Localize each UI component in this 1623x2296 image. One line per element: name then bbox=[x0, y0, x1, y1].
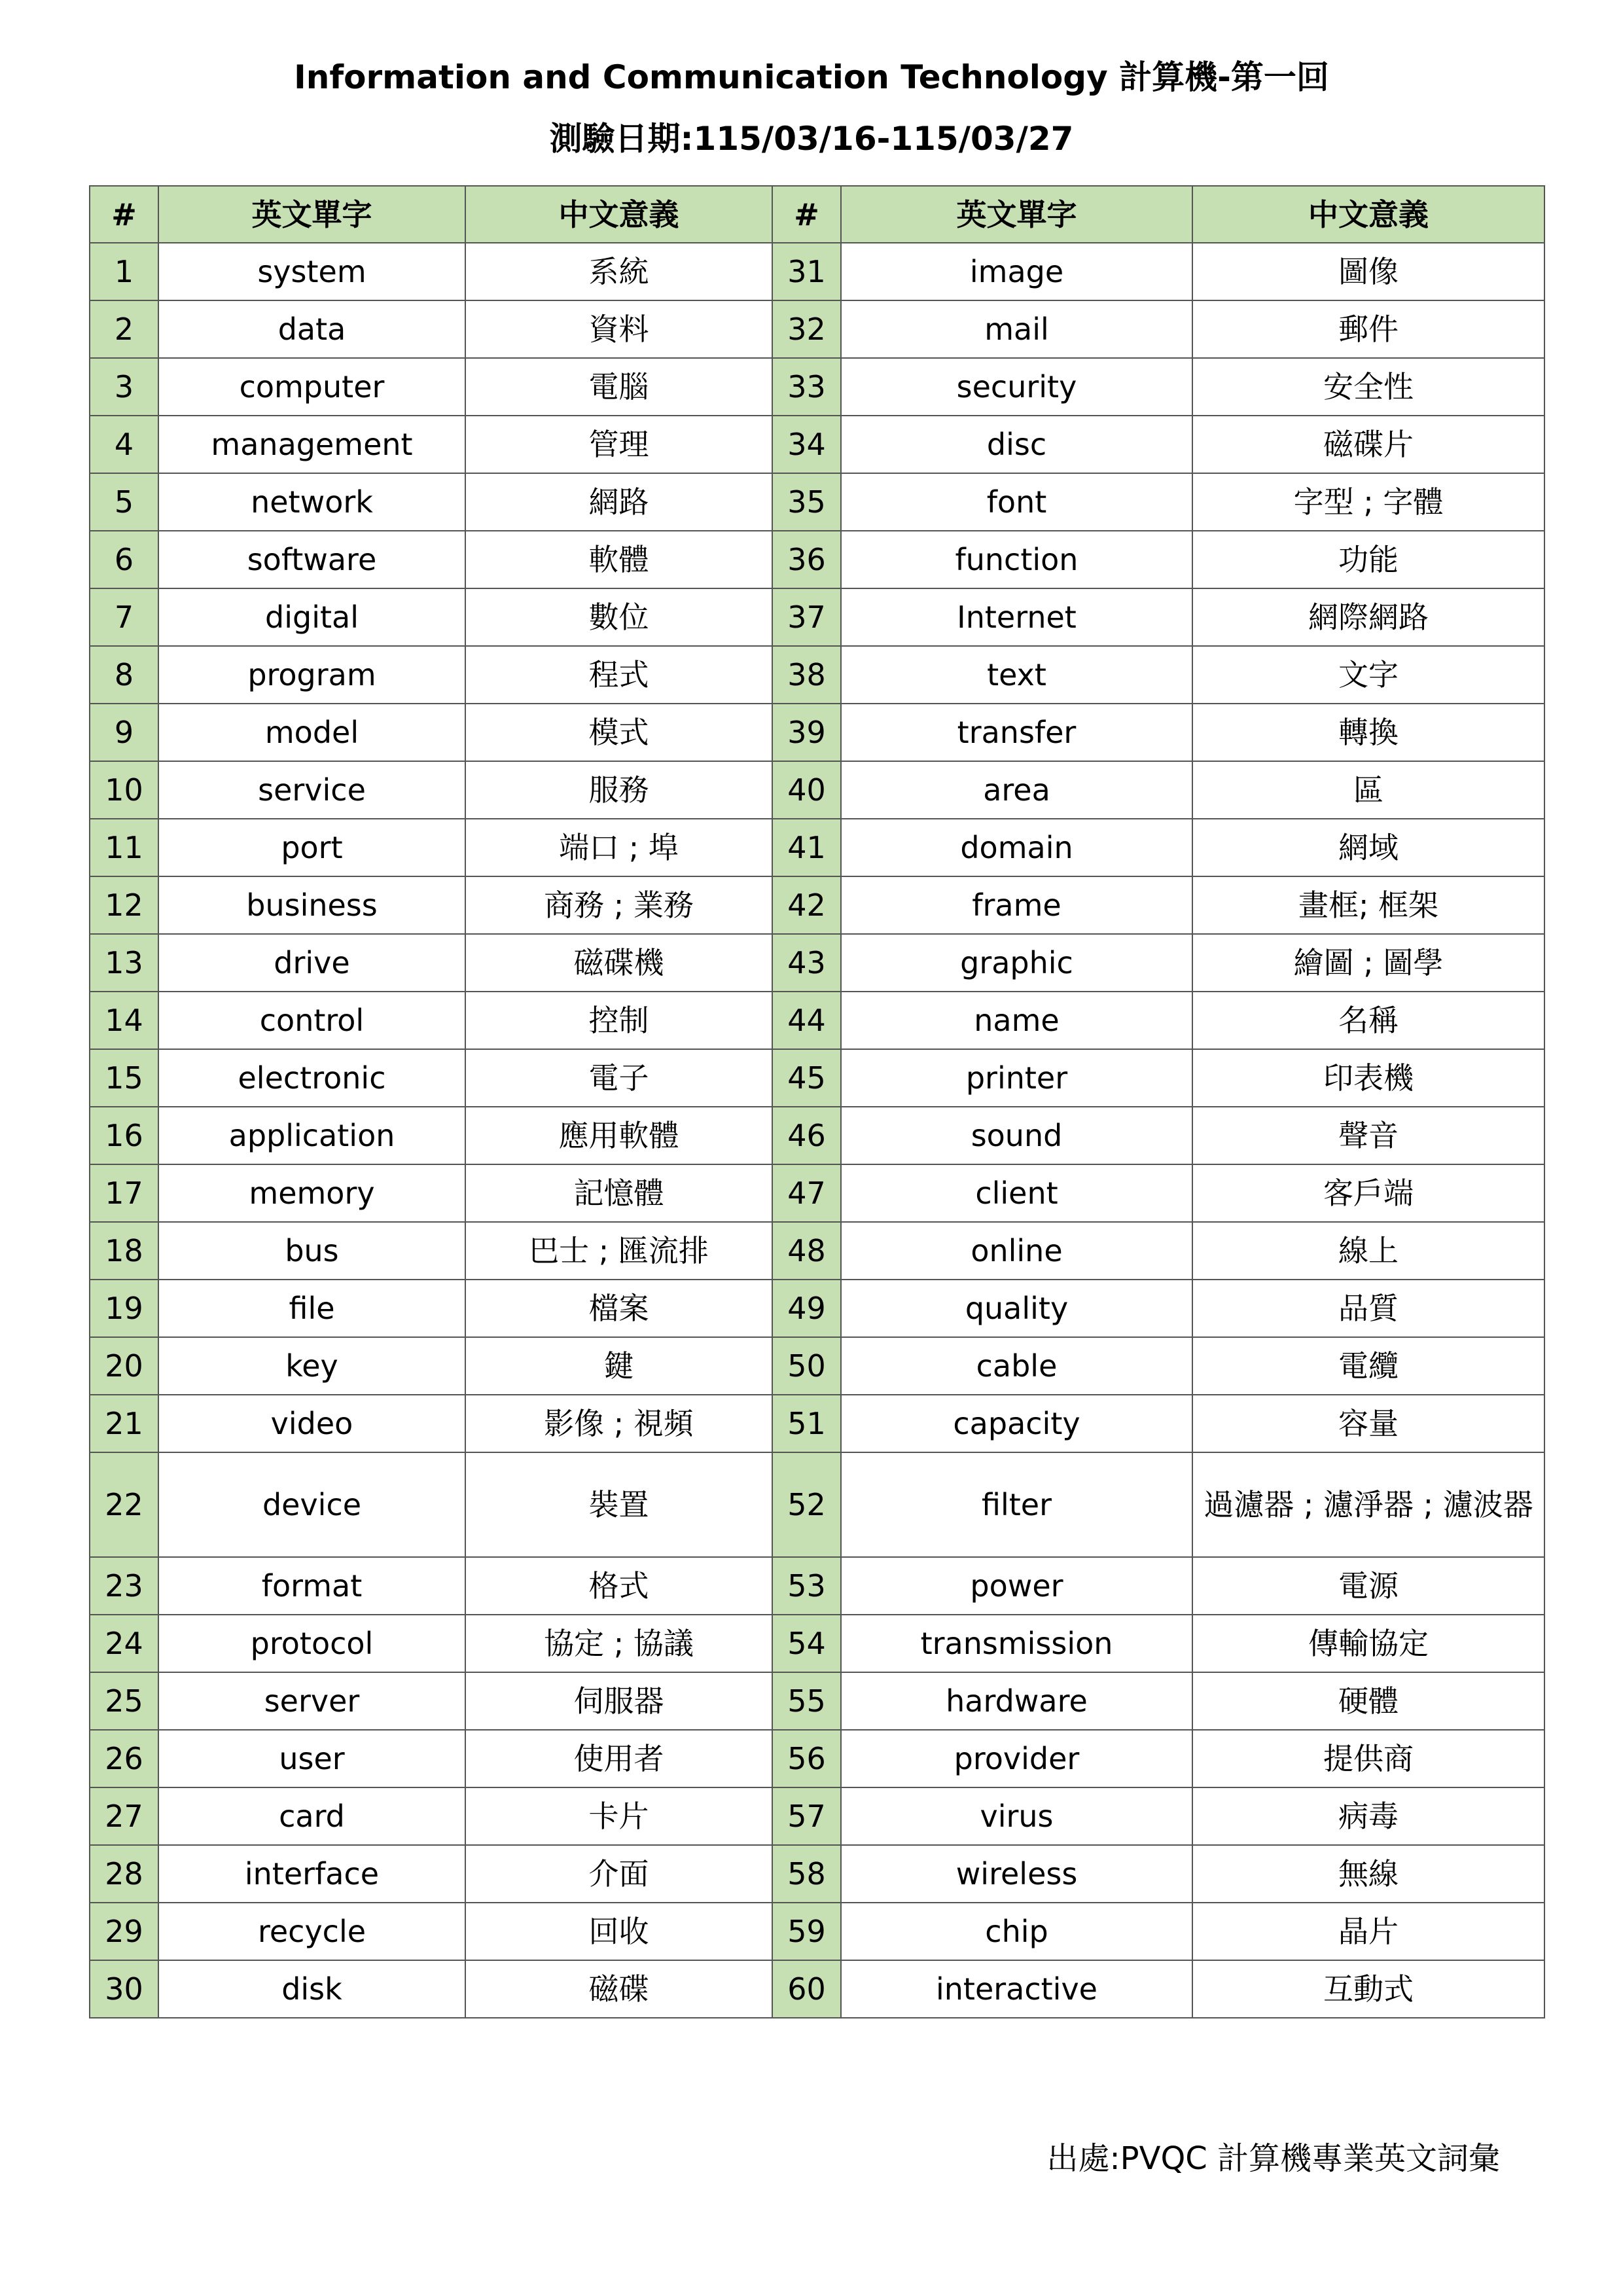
chinese-meaning-cell: 畫框; 框架 bbox=[1192, 876, 1544, 934]
table-row bbox=[90, 1615, 1544, 1672]
number-cell: 42 bbox=[772, 876, 841, 934]
english-word-cell: capacity bbox=[841, 1395, 1192, 1452]
number-cell: 27 bbox=[90, 1787, 158, 1845]
chinese-meaning-cell: 過濾器 ; 濾淨器 ; 濾波器 bbox=[1192, 1452, 1544, 1557]
table-row bbox=[90, 1672, 1544, 1730]
number-cell: 34 bbox=[772, 416, 841, 473]
number-cell: 58 bbox=[772, 1845, 841, 1903]
english-word-cell: model bbox=[158, 704, 465, 761]
english-word-cell: provider bbox=[841, 1730, 1192, 1787]
table-row bbox=[90, 819, 1544, 876]
number-cell: 2 bbox=[90, 300, 158, 358]
english-word-cell: sound bbox=[841, 1107, 1192, 1164]
english-word-cell: transmission bbox=[841, 1615, 1192, 1672]
table-row bbox=[90, 1222, 1544, 1280]
chinese-meaning-cell: 介面 bbox=[465, 1845, 772, 1903]
english-word-cell: user bbox=[158, 1730, 465, 1787]
english-word-cell: chip bbox=[841, 1903, 1192, 1960]
english-word-cell: video bbox=[158, 1395, 465, 1452]
english-word-cell: memory bbox=[158, 1164, 465, 1222]
number-cell: 7 bbox=[90, 588, 158, 646]
page-title: Information and Communication Technology 計算機-第一回 bbox=[294, 58, 1329, 96]
english-word-cell: digital bbox=[158, 588, 465, 646]
vocabulary-table bbox=[89, 185, 1545, 2018]
table-row bbox=[90, 1787, 1544, 1845]
chinese-meaning-cell: 印表機 bbox=[1192, 1049, 1544, 1107]
chinese-meaning-cell: 服務 bbox=[465, 761, 772, 819]
chinese-meaning-cell: 應用軟體 bbox=[465, 1107, 772, 1164]
number-cell: 41 bbox=[772, 819, 841, 876]
chinese-meaning-cell: 電腦 bbox=[465, 358, 772, 416]
number-cell: 10 bbox=[90, 761, 158, 819]
table-header bbox=[90, 186, 1544, 243]
table-row bbox=[90, 588, 1544, 646]
english-word-cell: wireless bbox=[841, 1845, 1192, 1903]
chinese-meaning-cell: 網際網路 bbox=[1192, 588, 1544, 646]
chinese-meaning-cell: 傳輸協定 bbox=[1192, 1615, 1544, 1672]
number-cell: 28 bbox=[90, 1845, 158, 1903]
number-cell: 13 bbox=[90, 934, 158, 992]
header-number-right: # bbox=[772, 186, 841, 243]
english-word-cell: font bbox=[841, 473, 1192, 531]
chinese-meaning-cell: 文字 bbox=[1192, 646, 1544, 704]
chinese-meaning-cell: 格式 bbox=[465, 1557, 772, 1615]
number-cell: 29 bbox=[90, 1903, 158, 1960]
table-row bbox=[90, 876, 1544, 934]
english-word-cell: card bbox=[158, 1787, 465, 1845]
english-word-cell: filter bbox=[841, 1452, 1192, 1557]
chinese-meaning-cell: 網路 bbox=[465, 473, 772, 531]
number-cell: 19 bbox=[90, 1280, 158, 1337]
number-cell: 26 bbox=[90, 1730, 158, 1787]
chinese-meaning-cell: 檔案 bbox=[465, 1280, 772, 1337]
number-cell: 9 bbox=[90, 704, 158, 761]
chinese-meaning-cell: 圖像 bbox=[1192, 243, 1544, 300]
number-cell: 48 bbox=[772, 1222, 841, 1280]
english-word-cell: mail bbox=[841, 300, 1192, 358]
english-word-cell: hardware bbox=[841, 1672, 1192, 1730]
chinese-meaning-cell: 使用者 bbox=[465, 1730, 772, 1787]
number-cell: 51 bbox=[772, 1395, 841, 1452]
number-cell: 44 bbox=[772, 992, 841, 1049]
table-row bbox=[90, 1164, 1544, 1222]
chinese-meaning-cell: 管理 bbox=[465, 416, 772, 473]
number-cell: 43 bbox=[772, 934, 841, 992]
number-cell: 45 bbox=[772, 1049, 841, 1107]
number-cell: 40 bbox=[772, 761, 841, 819]
chinese-meaning-cell: 電纜 bbox=[1192, 1337, 1544, 1395]
chinese-meaning-cell: 模式 bbox=[465, 704, 772, 761]
english-word-cell: control bbox=[158, 992, 465, 1049]
table-row bbox=[90, 1730, 1544, 1787]
chinese-meaning-cell: 鍵 bbox=[465, 1337, 772, 1395]
number-cell: 3 bbox=[90, 358, 158, 416]
chinese-meaning-cell: 伺服器 bbox=[465, 1672, 772, 1730]
number-cell: 55 bbox=[772, 1672, 841, 1730]
english-word-cell: application bbox=[158, 1107, 465, 1164]
chinese-meaning-cell: 安全性 bbox=[1192, 358, 1544, 416]
table-row bbox=[90, 1280, 1544, 1337]
number-cell: 4 bbox=[90, 416, 158, 473]
table-row bbox=[90, 761, 1544, 819]
number-cell: 35 bbox=[772, 473, 841, 531]
english-word-cell: computer bbox=[158, 358, 465, 416]
number-cell: 57 bbox=[772, 1787, 841, 1845]
chinese-meaning-cell: 軟體 bbox=[465, 531, 772, 588]
chinese-meaning-cell: 商務 ; 業務 bbox=[465, 876, 772, 934]
english-word-cell: name bbox=[841, 992, 1192, 1049]
chinese-meaning-cell: 磁碟 bbox=[465, 1960, 772, 2018]
english-word-cell: bus bbox=[158, 1222, 465, 1280]
english-word-cell: security bbox=[841, 358, 1192, 416]
chinese-meaning-cell: 電源 bbox=[1192, 1557, 1544, 1615]
table-row bbox=[90, 1395, 1544, 1452]
english-word-cell: interactive bbox=[841, 1960, 1192, 2018]
english-word-cell: system bbox=[158, 243, 465, 300]
number-cell: 14 bbox=[90, 992, 158, 1049]
number-cell: 33 bbox=[772, 358, 841, 416]
number-cell: 53 bbox=[772, 1557, 841, 1615]
english-word-cell: format bbox=[158, 1557, 465, 1615]
english-word-cell: cable bbox=[841, 1337, 1192, 1395]
number-cell: 8 bbox=[90, 646, 158, 704]
number-cell: 25 bbox=[90, 1672, 158, 1730]
header-chinese-right: 中文意義 bbox=[1192, 186, 1544, 243]
chinese-meaning-cell: 網域 bbox=[1192, 819, 1544, 876]
english-word-cell: service bbox=[158, 761, 465, 819]
chinese-meaning-cell: 回收 bbox=[465, 1903, 772, 1960]
number-cell: 30 bbox=[90, 1960, 158, 2018]
number-cell: 54 bbox=[772, 1615, 841, 1672]
chinese-meaning-cell: 容量 bbox=[1192, 1395, 1544, 1452]
number-cell: 31 bbox=[772, 243, 841, 300]
number-cell: 6 bbox=[90, 531, 158, 588]
chinese-meaning-cell: 數位 bbox=[465, 588, 772, 646]
chinese-meaning-cell: 功能 bbox=[1192, 531, 1544, 588]
number-cell: 17 bbox=[90, 1164, 158, 1222]
number-cell: 22 bbox=[90, 1452, 158, 1557]
number-cell: 21 bbox=[90, 1395, 158, 1452]
number-cell: 24 bbox=[90, 1615, 158, 1672]
chinese-meaning-cell: 系統 bbox=[465, 243, 772, 300]
english-word-cell: port bbox=[158, 819, 465, 876]
header-chinese-left: 中文意義 bbox=[465, 186, 772, 243]
table-row bbox=[90, 531, 1544, 588]
chinese-meaning-cell: 名稱 bbox=[1192, 992, 1544, 1049]
number-cell: 15 bbox=[90, 1049, 158, 1107]
chinese-meaning-cell: 客戶端 bbox=[1192, 1164, 1544, 1222]
chinese-meaning-cell: 聲音 bbox=[1192, 1107, 1544, 1164]
number-cell: 52 bbox=[772, 1452, 841, 1557]
chinese-meaning-cell: 硬體 bbox=[1192, 1672, 1544, 1730]
chinese-meaning-cell: 病毒 bbox=[1192, 1787, 1544, 1845]
english-word-cell: management bbox=[158, 416, 465, 473]
number-cell: 12 bbox=[90, 876, 158, 934]
chinese-meaning-cell: 晶片 bbox=[1192, 1903, 1544, 1960]
english-word-cell: device bbox=[158, 1452, 465, 1557]
number-cell: 20 bbox=[90, 1337, 158, 1395]
number-cell: 39 bbox=[772, 704, 841, 761]
chinese-meaning-cell: 影像 ; 視頻 bbox=[465, 1395, 772, 1452]
table-row bbox=[90, 1337, 1544, 1395]
english-word-cell: disk bbox=[158, 1960, 465, 2018]
english-word-cell: program bbox=[158, 646, 465, 704]
number-cell: 16 bbox=[90, 1107, 158, 1164]
header-english-right: 英文單字 bbox=[841, 186, 1192, 243]
chinese-meaning-cell: 卡片 bbox=[465, 1787, 772, 1845]
english-word-cell: online bbox=[841, 1222, 1192, 1280]
english-word-cell: network bbox=[158, 473, 465, 531]
chinese-meaning-cell: 轉換 bbox=[1192, 704, 1544, 761]
english-word-cell: file bbox=[158, 1280, 465, 1337]
english-word-cell: disc bbox=[841, 416, 1192, 473]
table-row bbox=[90, 1452, 1544, 1557]
table-row bbox=[90, 1960, 1544, 2018]
english-word-cell: Internet bbox=[841, 588, 1192, 646]
table-row bbox=[90, 1903, 1544, 1960]
chinese-meaning-cell: 記憶體 bbox=[465, 1164, 772, 1222]
english-word-cell: electronic bbox=[158, 1049, 465, 1107]
number-cell: 50 bbox=[772, 1337, 841, 1395]
source-note: 出處:PVQC 計算機專業英文詞彙 bbox=[1046, 2140, 1500, 2177]
english-word-cell: key bbox=[158, 1337, 465, 1395]
english-word-cell: server bbox=[158, 1672, 465, 1730]
number-cell: 23 bbox=[90, 1557, 158, 1615]
table-row bbox=[90, 300, 1544, 358]
chinese-meaning-cell: 程式 bbox=[465, 646, 772, 704]
chinese-meaning-cell: 郵件 bbox=[1192, 300, 1544, 358]
number-cell: 1 bbox=[90, 243, 158, 300]
chinese-meaning-cell: 提供商 bbox=[1192, 1730, 1544, 1787]
number-cell: 32 bbox=[772, 300, 841, 358]
chinese-meaning-cell: 協定 ; 協議 bbox=[465, 1615, 772, 1672]
english-word-cell: data bbox=[158, 300, 465, 358]
chinese-meaning-cell: 端口 ; 埠 bbox=[465, 819, 772, 876]
chinese-meaning-cell: 繪圖 ; 圖學 bbox=[1192, 934, 1544, 992]
english-word-cell: virus bbox=[841, 1787, 1192, 1845]
english-word-cell: area bbox=[841, 761, 1192, 819]
header-english-left: 英文單字 bbox=[158, 186, 465, 243]
number-cell: 49 bbox=[772, 1280, 841, 1337]
chinese-meaning-cell: 資料 bbox=[465, 300, 772, 358]
table-row bbox=[90, 243, 1544, 300]
english-word-cell: graphic bbox=[841, 934, 1192, 992]
english-word-cell: image bbox=[841, 243, 1192, 300]
header-number-left: # bbox=[90, 186, 158, 243]
english-word-cell: printer bbox=[841, 1049, 1192, 1107]
header-row bbox=[90, 186, 1544, 243]
chinese-meaning-cell: 字型 ; 字體 bbox=[1192, 473, 1544, 531]
table-row bbox=[90, 1107, 1544, 1164]
table-row bbox=[90, 1049, 1544, 1107]
number-cell: 18 bbox=[90, 1222, 158, 1280]
table-row bbox=[90, 704, 1544, 761]
english-word-cell: domain bbox=[841, 819, 1192, 876]
english-word-cell: function bbox=[841, 531, 1192, 588]
english-word-cell: text bbox=[841, 646, 1192, 704]
number-cell: 56 bbox=[772, 1730, 841, 1787]
english-word-cell: interface bbox=[158, 1845, 465, 1903]
number-cell: 36 bbox=[772, 531, 841, 588]
number-cell: 38 bbox=[772, 646, 841, 704]
english-word-cell: power bbox=[841, 1557, 1192, 1615]
table-row bbox=[90, 646, 1544, 704]
chinese-meaning-cell: 無線 bbox=[1192, 1845, 1544, 1903]
table-row bbox=[90, 1845, 1544, 1903]
english-word-cell: transfer bbox=[841, 704, 1192, 761]
chinese-meaning-cell: 區 bbox=[1192, 761, 1544, 819]
number-cell: 46 bbox=[772, 1107, 841, 1164]
english-word-cell: recycle bbox=[158, 1903, 465, 1960]
table-body bbox=[90, 243, 1544, 2018]
english-word-cell: quality bbox=[841, 1280, 1192, 1337]
table-row bbox=[90, 473, 1544, 531]
number-cell: 5 bbox=[90, 473, 158, 531]
number-cell: 11 bbox=[90, 819, 158, 876]
chinese-meaning-cell: 線上 bbox=[1192, 1222, 1544, 1280]
table-row bbox=[90, 1557, 1544, 1615]
english-word-cell: client bbox=[841, 1164, 1192, 1222]
table-row bbox=[90, 992, 1544, 1049]
number-cell: 59 bbox=[772, 1903, 841, 1960]
chinese-meaning-cell: 磁碟機 bbox=[465, 934, 772, 992]
english-word-cell: business bbox=[158, 876, 465, 934]
chinese-meaning-cell: 控制 bbox=[465, 992, 772, 1049]
chinese-meaning-cell: 互動式 bbox=[1192, 1960, 1544, 2018]
chinese-meaning-cell: 品質 bbox=[1192, 1280, 1544, 1337]
table-row bbox=[90, 934, 1544, 992]
number-cell: 47 bbox=[772, 1164, 841, 1222]
test-date: 測驗日期:115/03/16-115/03/27 bbox=[549, 120, 1074, 158]
number-cell: 60 bbox=[772, 1960, 841, 2018]
english-word-cell: drive bbox=[158, 934, 465, 992]
table-row bbox=[90, 416, 1544, 473]
chinese-meaning-cell: 巴士 ; 匯流排 bbox=[465, 1222, 772, 1280]
english-word-cell: protocol bbox=[158, 1615, 465, 1672]
number-cell: 37 bbox=[772, 588, 841, 646]
chinese-meaning-cell: 電子 bbox=[465, 1049, 772, 1107]
english-word-cell: frame bbox=[841, 876, 1192, 934]
chinese-meaning-cell: 裝置 bbox=[465, 1452, 772, 1557]
english-word-cell: software bbox=[158, 531, 465, 588]
chinese-meaning-cell: 磁碟片 bbox=[1192, 416, 1544, 473]
table-row bbox=[90, 358, 1544, 416]
